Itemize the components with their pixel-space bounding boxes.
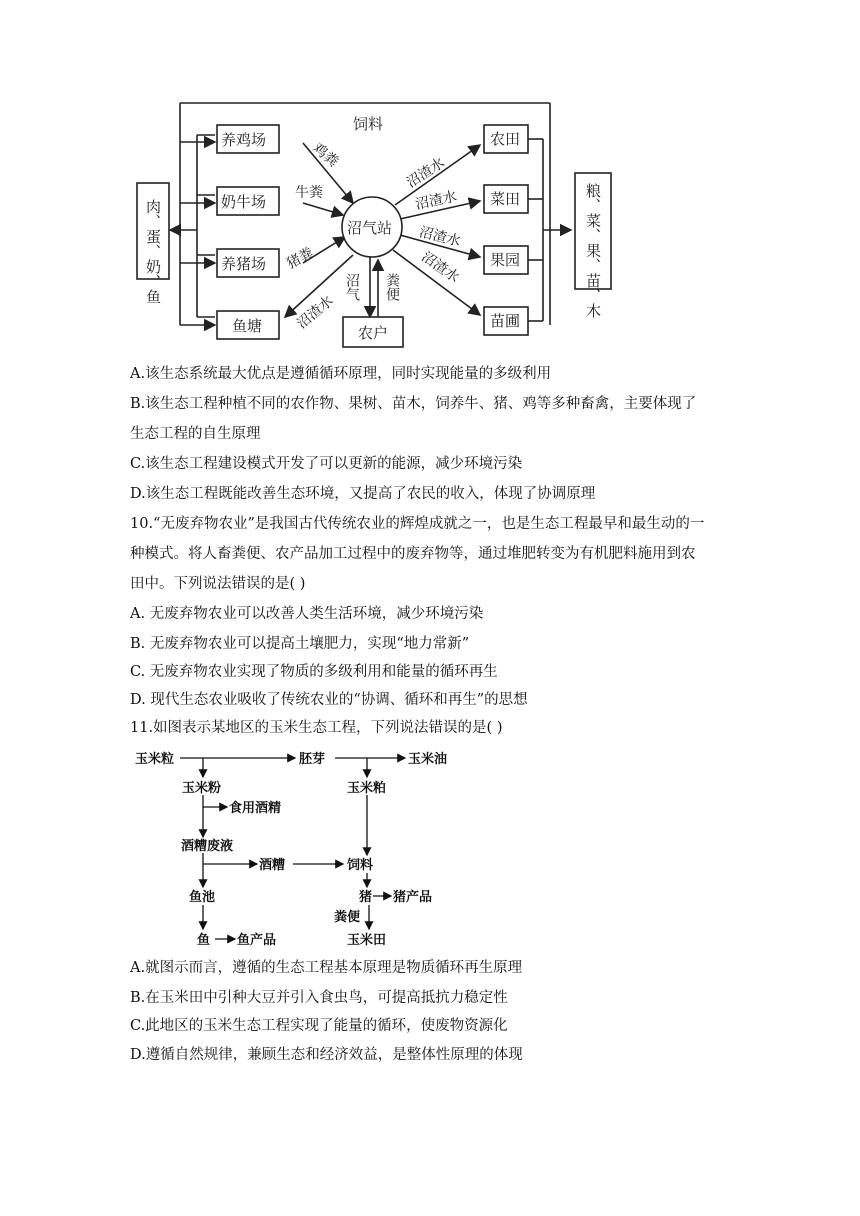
q10-stem-3: 田中。下列说法错误的是( ): [130, 576, 306, 592]
q10-stem-1: 10.“无废弃物农业”是我国古代传统农业的辉煌成就之一，也是生态工程最早和最生动的一: [130, 516, 705, 532]
left-products: 肉、蛋、奶、鱼: [144, 199, 162, 304]
vegetable-field: 菜田: [490, 190, 521, 208]
slurry-label-orchard: 沼渣水: [417, 224, 463, 250]
distillers-waste-liquid: 酒糟废液: [181, 839, 234, 854]
q9-option-b: B.该生态工程种植不同的农作物、果树、苗木，饲养牛、猪、鸡等多种畜禽，主要体现了: [130, 396, 697, 412]
farmland: 农田: [490, 130, 521, 148]
distillers-grain: 酒糟: [259, 858, 286, 873]
pig-products: 猪产品: [393, 890, 433, 905]
slurry-label-vegetable: 沼渣水: [413, 188, 459, 213]
chicken-farm: 养鸡场: [221, 131, 267, 149]
q11-option-d: D.遵循自然规律，兼顾生态和经济效益，是整体性原理的体现: [130, 1047, 523, 1063]
cow-manure-label: 牛粪: [295, 185, 323, 201]
pig: 猪: [359, 890, 373, 905]
excrement-label: 粪便: [384, 273, 400, 301]
feed: 饲料: [347, 858, 374, 873]
corn-meal: 玉米粕: [347, 781, 387, 796]
q9-option-c: C.该生态工程建设模式开发了可以更新的能源，减少环境污染: [130, 456, 523, 472]
q11-option-c: C.此地区的玉米生态工程实现了能量的循环，使废物资源化: [130, 1018, 508, 1034]
biogas-label: 沼气: [344, 273, 360, 301]
q10-option-a: A. 无废弃物农业可以改善人类生活环境，减少环境污染: [130, 606, 484, 622]
q9-option-a: A.该生态系统最大优点是遵循循环原理，同时实现能量的多级利用: [130, 366, 552, 382]
farmer: 农户: [358, 324, 389, 342]
orchard: 果园: [490, 251, 521, 269]
q9-option-b-cont: 生态工程的自生原理: [130, 426, 261, 442]
q10-option-b: B. 无废弃物农业可以提高土壤肥力，实现“地力常新”: [130, 636, 470, 652]
biogas-ecosystem-diagram: [125, 95, 625, 355]
manure: 粪便: [334, 910, 361, 925]
pig-farm: 养猪场: [221, 255, 267, 273]
biogas-station: 沼气站: [347, 219, 393, 237]
corn-ecosystem-diagram: [125, 745, 465, 950]
q9-option-d: D.该生态工程既能改善生态环境，又提高了农民的收入，体现了协调原理: [130, 486, 596, 502]
corn-oil: 玉米油: [408, 752, 448, 767]
q10-option-c: C. 无废弃物农业实现了物质的多级利用和能量的循环再生: [130, 664, 498, 680]
fish: 鱼: [197, 933, 211, 948]
pig-manure-label: 猪粪: [284, 245, 317, 273]
corn-field: 玉米田: [347, 933, 387, 948]
slurry-label-farmland: 沼渣水: [403, 154, 448, 192]
q11-option-a: A.就图示而言，遵循的生态工程基本原理是物质循环再生原理: [130, 960, 523, 976]
corn-flour: 玉米粉: [182, 781, 222, 796]
q10-option-d: D. 现代生态农业吸收了传统农业的“协调、循环和再生”的思想: [130, 692, 528, 708]
q11-option-b: B.在玉米田中引种大豆并引入食虫鸟，可提高抵抗力稳定性: [130, 990, 508, 1006]
fish-pond: 鱼塘: [232, 317, 263, 335]
germ: 胚芽: [299, 752, 326, 767]
slurry-label-nursery: 沼渣水: [418, 248, 462, 287]
nursery: 苗圃: [490, 312, 521, 330]
fish-products: 鱼产品: [237, 933, 277, 948]
corn-grain: 玉米粒: [135, 752, 175, 767]
q10-stem-2: 种模式。将人畜粪便、农产品加工过程中的废弃物等，通过堆肥转变为有机肥料施用到农: [130, 546, 696, 562]
dairy-farm: 奶牛场: [221, 193, 267, 211]
q11-stem: 11.如图表示某地区的玉米生态工程，下列说法错误的是( ): [130, 720, 503, 736]
feed-label: 饲料: [353, 115, 384, 133]
fish-pond-2: 鱼池: [189, 890, 216, 905]
chicken-manure-label: 鸡粪: [309, 140, 342, 171]
slurry-label-fishpond: 沼渣水: [294, 292, 337, 333]
right-products: 粮、菜、果、苗、木: [584, 183, 602, 318]
edible-alcohol: 食用酒精: [229, 801, 282, 816]
